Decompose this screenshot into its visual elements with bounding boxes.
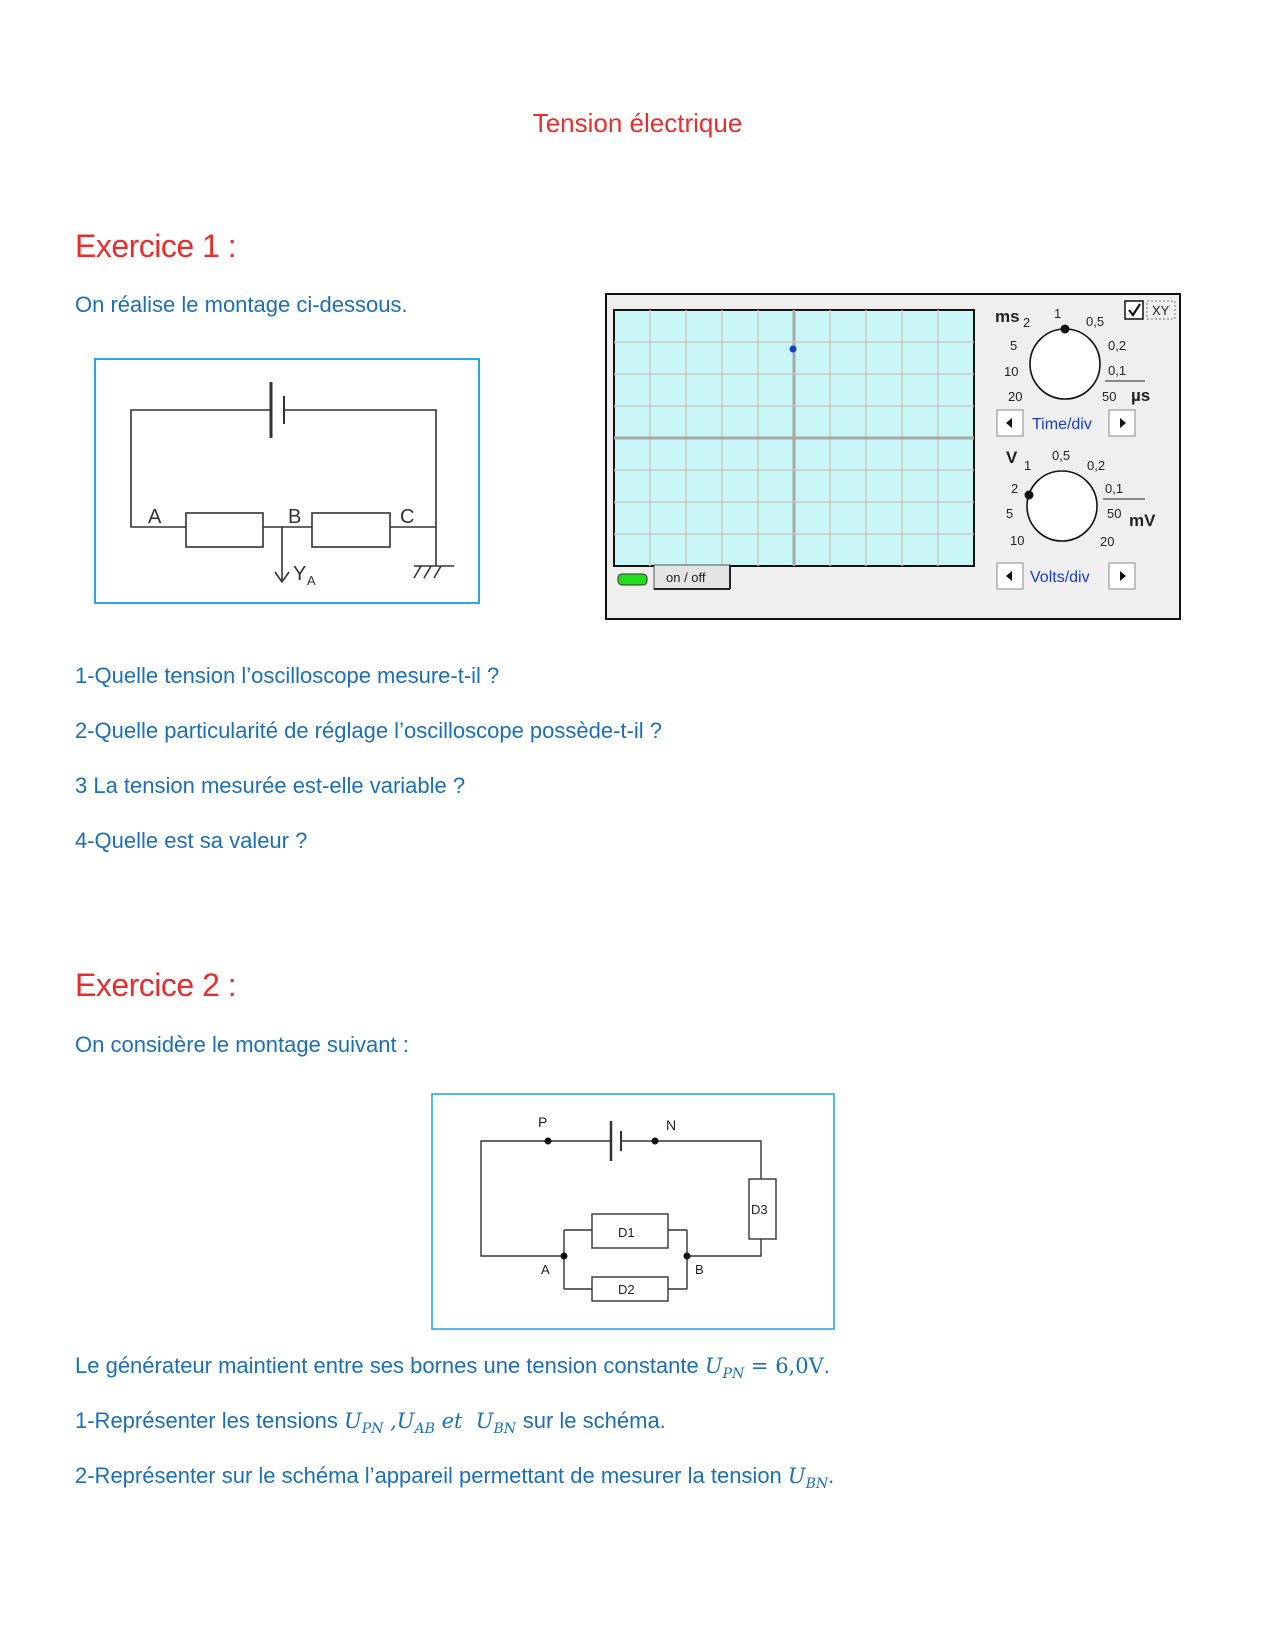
volt-knob-indicator	[1025, 491, 1034, 500]
volt-knob[interactable]	[1027, 471, 1097, 541]
probe-label: Y	[293, 563, 307, 585]
node-n	[652, 1138, 659, 1145]
time-decrease-button[interactable]	[997, 410, 1023, 436]
circuit-label-c: C	[400, 506, 415, 528]
question-3: 3 La tension mesurée est-elle variable ?	[75, 773, 466, 798]
volt-tick: 2	[1011, 481, 1019, 496]
time-knob-indicator	[1061, 325, 1070, 334]
time-tick: 10	[1004, 364, 1019, 379]
trace-dot	[790, 346, 797, 353]
exercise-1-heading: Exercice 1 :	[75, 228, 237, 264]
time-tick: 2	[1023, 315, 1031, 330]
node-b	[684, 1253, 691, 1260]
xy-label: XY	[1152, 303, 1170, 318]
resistor-1	[186, 513, 263, 547]
time-tick: 1	[1054, 306, 1062, 321]
exercise-2-question-2: 2-Représenter sur le schéma l’appareil permettant de mesurer la tension $U_{BN}$.	[75, 1463, 835, 1493]
label-d2: D2	[618, 1282, 635, 1297]
volt-tick: 20	[1100, 534, 1115, 549]
time-increase-button[interactable]	[1109, 410, 1135, 436]
node-a	[561, 1253, 568, 1260]
oscilloscope-screen	[614, 310, 974, 566]
time-tick: 50	[1102, 389, 1117, 404]
time-knob[interactable]	[1030, 329, 1100, 399]
volt-tick: 50	[1107, 506, 1122, 521]
time-tick: 0,2	[1108, 338, 1127, 353]
label-b: B	[695, 1262, 704, 1277]
circuit-label-a: A	[148, 506, 162, 528]
label-a: A	[541, 1262, 550, 1277]
oscilloscope-panel	[605, 293, 1181, 620]
volt-tick: 0,2	[1087, 458, 1106, 473]
time-tick: 0,5	[1086, 314, 1105, 329]
exercise-2-heading: Exercice 2 :	[75, 967, 237, 1003]
circuit-label-b: B	[288, 506, 302, 528]
exercise-2-question-1: 1-Représenter les tensions $U_{PN}$ $,U_{AB}$ et $U_{BN}$ sur le schéma.	[75, 1408, 666, 1438]
resistor-2	[312, 513, 390, 547]
volt-tick: 1	[1024, 458, 1032, 473]
question-4: 4-Quelle est sa valeur ?	[75, 828, 308, 853]
volt-tick: 10	[1010, 533, 1025, 548]
exercise-2-intro: On considère le montage suivant :	[75, 1032, 409, 1057]
time-tick: 5	[1010, 338, 1018, 353]
time-tick: 0,1	[1108, 363, 1127, 378]
time-unit-us: µs	[1131, 386, 1151, 405]
math-u-pn: $U_{PN} = 6,0V$	[704, 1354, 824, 1383]
label-p: P	[538, 1114, 548, 1130]
label-d3: D3	[751, 1202, 768, 1217]
page-title: Tension électrique	[532, 108, 743, 138]
volt-tick: 5	[1006, 506, 1014, 521]
time-tick: 20	[1008, 389, 1023, 404]
xy-checkbox[interactable]	[1125, 301, 1143, 319]
volt-increase-button[interactable]	[1109, 563, 1135, 589]
circuit-diagram-1	[94, 358, 480, 604]
node-p	[545, 1138, 552, 1145]
question-2: 2-Quelle particularité de réglage l’oscilloscope possède-t-il ?	[75, 718, 662, 743]
volt-tick: 0,1	[1105, 481, 1124, 496]
circuit-diagram-2	[431, 1093, 835, 1330]
volts-div-label: Volts/div	[1030, 569, 1090, 586]
exercise-1-intro: On réalise le montage ci-dessous.	[75, 292, 408, 317]
math-u-bn: $U_{BN}$	[787, 1464, 829, 1493]
power-button-label: on / off	[666, 570, 706, 585]
label-d1: D1	[618, 1225, 635, 1240]
volt-tick: 0,5	[1052, 448, 1071, 463]
statement-voltage: Le générateur maintient entre ses bornes une tension constante $U_{PN} = 6,0V$.	[75, 1353, 830, 1383]
probe-label-sub: A	[307, 573, 316, 588]
question-1: 1-Quelle tension l’oscilloscope mesure-t-il ?	[75, 663, 500, 688]
volt-unit-v: V	[1006, 448, 1018, 467]
time-unit-ms: ms	[995, 307, 1020, 326]
power-led	[618, 574, 647, 585]
power-button[interactable]	[654, 565, 730, 589]
math-tensions: $U_{PN}$ $,U_{AB}$ et $U_{BN}$	[344, 1409, 517, 1438]
volt-decrease-button[interactable]	[997, 563, 1023, 589]
volt-unit-mv: mV	[1129, 511, 1156, 530]
label-n: N	[666, 1117, 677, 1133]
time-div-label: Time/div	[1032, 416, 1092, 433]
